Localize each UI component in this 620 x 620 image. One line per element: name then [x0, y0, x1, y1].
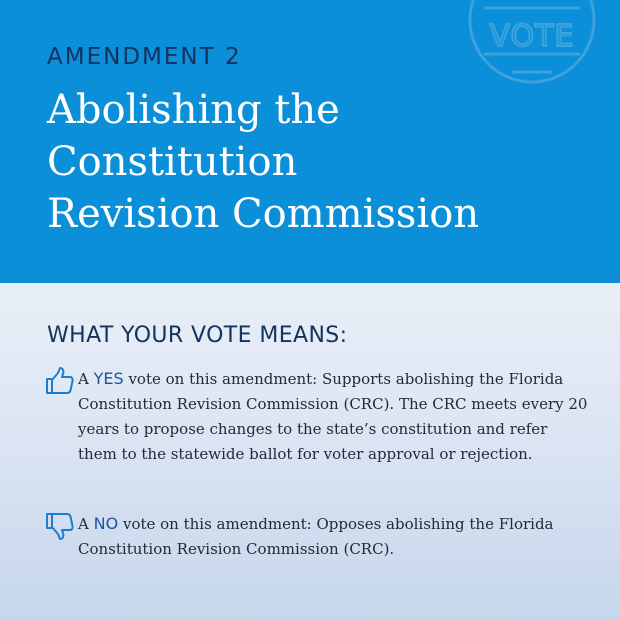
vote-badge-icon — [462, 0, 602, 90]
yes-keyword: YES — [93, 369, 124, 388]
section-title: WHAT YOUR VOTE MEANS: — [47, 323, 348, 348]
content-panel — [0, 283, 620, 620]
no-vote-description — [78, 511, 588, 562]
yes-vote-description — [78, 366, 588, 467]
header-banner — [0, 0, 620, 283]
thumbs-up-icon — [45, 366, 75, 396]
yes-text: vote on this amendment: Supports abolishing the Florida Constitution Revision Commission (CRC). The CRC meets every 20 years to propose changes to the state’s constitution and refer them to the statewide ballot for voter approval or rejection. — [78, 370, 588, 463]
amendment-number: AMENDMENT 2 — [47, 44, 242, 70]
yes-prefix: A — [78, 370, 89, 388]
no-text: vote on this amendment: Opposes abolishing the Florida Constitution Revision Commission (CRC). — [78, 515, 554, 558]
title-line: Revision Commission — [47, 191, 480, 237]
vote-badge-text: VOTE — [489, 19, 575, 54]
title-line: Constitution — [47, 139, 298, 185]
thumbs-down-icon — [45, 511, 75, 541]
no-keyword: NO — [93, 514, 119, 533]
title-line: Abolishing the — [47, 87, 340, 133]
no-prefix: A — [78, 515, 89, 533]
page-title — [47, 84, 607, 240]
